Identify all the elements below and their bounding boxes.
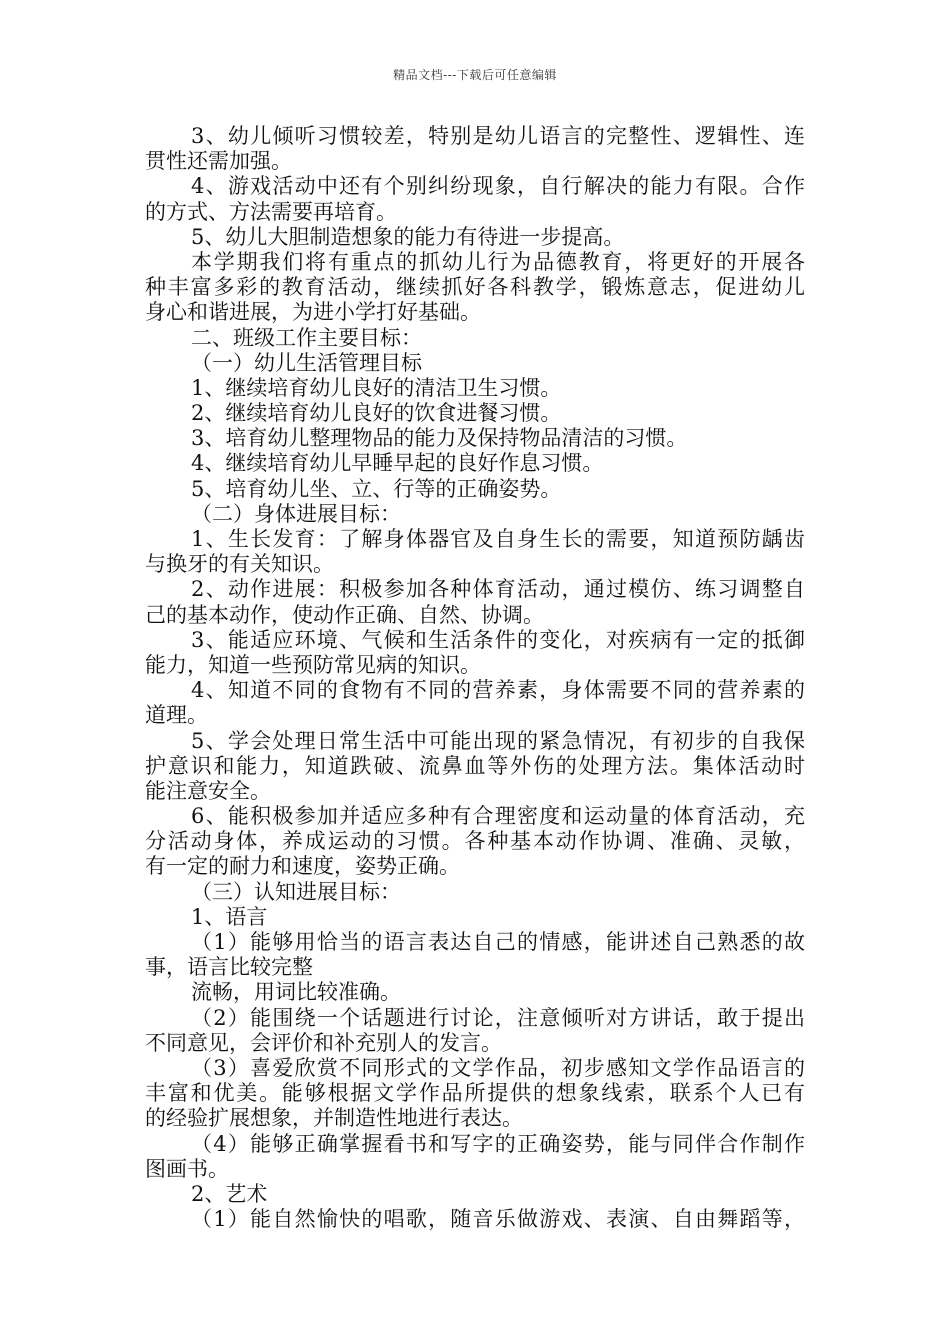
text-line: 身心和谐进展，为进小学打好基础。 (145, 300, 481, 325)
text-line: 2、继续培育幼儿良好的饮食进餐习惯。 (191, 401, 562, 426)
text-line: 道理。 (145, 703, 208, 728)
text-line: 本学期我们将有重点的抓幼儿行为品德教育，将更好的开展各 (191, 249, 805, 274)
text-line: 1、生长发育：了解身体器官及自身生长的需要，知道预防龋齿 (191, 527, 805, 551)
text-line: （2）能围绕一个话题进行讨论，注意倾听对方讲话，敢于提出 (191, 1005, 805, 1030)
text-line: 的方式、方法需要再培育。 (145, 199, 397, 224)
text-line: 能注意安全。 (145, 778, 271, 803)
text-line: 5、幼儿大胆制造想象的能力有待进一步提高。 (191, 224, 625, 249)
text-line: 分活动身体，养成运动的习惯。各种基本动作协调、准确、灵敏， (145, 829, 805, 854)
text-line: 己的基本动作，使动作正确、自然、协调。 (145, 602, 544, 627)
text-line: 护意识和能力，知道跌破、流鼻血等外伤的处理方法。集体活动时 (145, 753, 805, 778)
text-line: 图画书。 (145, 1156, 229, 1181)
text-line: 2、动作进展：积极参加各种体育活动，通过模仿、练习调整自 (191, 577, 805, 602)
text-line: 事，语言比较完整 (145, 955, 313, 980)
text-line: 6、能积极参加并适应多种有合理密度和运动量的体育活动，充 (191, 804, 805, 829)
text-line: （一）幼儿生活管理目标 (191, 350, 422, 375)
text-line: 能力，知道一些预防常见病的知识。 (145, 652, 481, 677)
text-line: 不同意见，会评价和补充别人的发言。 (145, 1030, 502, 1055)
text-line: 二、班级工作主要目标： (191, 325, 422, 350)
text-line: （4）能够正确掌握看书和写字的正确姿势，能与同伴合作制作 (191, 1131, 805, 1156)
text-line: 4、继续培育幼儿早睡早起的良好作息习惯。 (191, 451, 604, 476)
text-line: （三）认知进展目标： (191, 879, 401, 904)
text-line: 4、知道不同的食物有不同的营养素，身体需要不同的营养素的 (191, 678, 805, 703)
text-line: 1、继续培育幼儿良好的清洁卫生习惯。 (191, 375, 562, 400)
text-line: （3）喜爱欣赏不同形式的文学作品，初步感知文学作品语言的 (191, 1055, 805, 1080)
text-line: 丰富和优美。能够根据文学作品所提供的想象线索，联系个人已有 (145, 1081, 805, 1106)
text-line: 贯性还需加强。 (145, 149, 292, 174)
text-line: 3、培育幼儿整理物品的能力及保持物品清洁的习惯。 (191, 426, 688, 451)
text-line: 3、幼儿倾听习惯较差，特别是幼儿语言的完整性、逻辑性、连 (191, 124, 805, 148)
text-line: 5、学会处理日常生活中可能出现的紧急情况，有初步的自我保 (191, 728, 805, 753)
text-line: （1）能自然愉快的唱歌，随音乐做游戏、表演、自由舞蹈等， (191, 1207, 805, 1232)
document-body (145, 124, 805, 1232)
text-line: 种丰富多彩的教育活动，继续抓好各科教学，锻炼意志，促进幼儿 (145, 275, 805, 300)
text-line: （二）身体进展目标： (191, 501, 401, 526)
text-line: 流畅，用词比较准确。 (191, 980, 401, 1005)
text-line: 1、语言 (191, 904, 268, 929)
text-line: 的经验扩展想象，并制造性地进行表达。 (145, 1106, 523, 1131)
text-line: 有一定的耐力和速度，姿势正确。 (145, 854, 460, 879)
text-line: 与换牙的有关知识。 (145, 552, 334, 577)
text-line: 5、培育幼儿坐、立、行等的正确姿势。 (191, 476, 562, 501)
text-line: （1）能够用恰当的语言表达自己的情感，能讲述自己熟悉的故 (191, 930, 805, 954)
text-line: 3、能适应环境、气候和生活条件的变化，对疾病有一定的抵御 (191, 627, 805, 652)
page-header: 精品文档---下载后可任意编辑 (393, 68, 557, 82)
text-line: 4、游戏活动中还有个别纠纷现象，自行解决的能力有限。合作 (191, 174, 805, 199)
text-line: 2、艺术 (191, 1181, 268, 1206)
